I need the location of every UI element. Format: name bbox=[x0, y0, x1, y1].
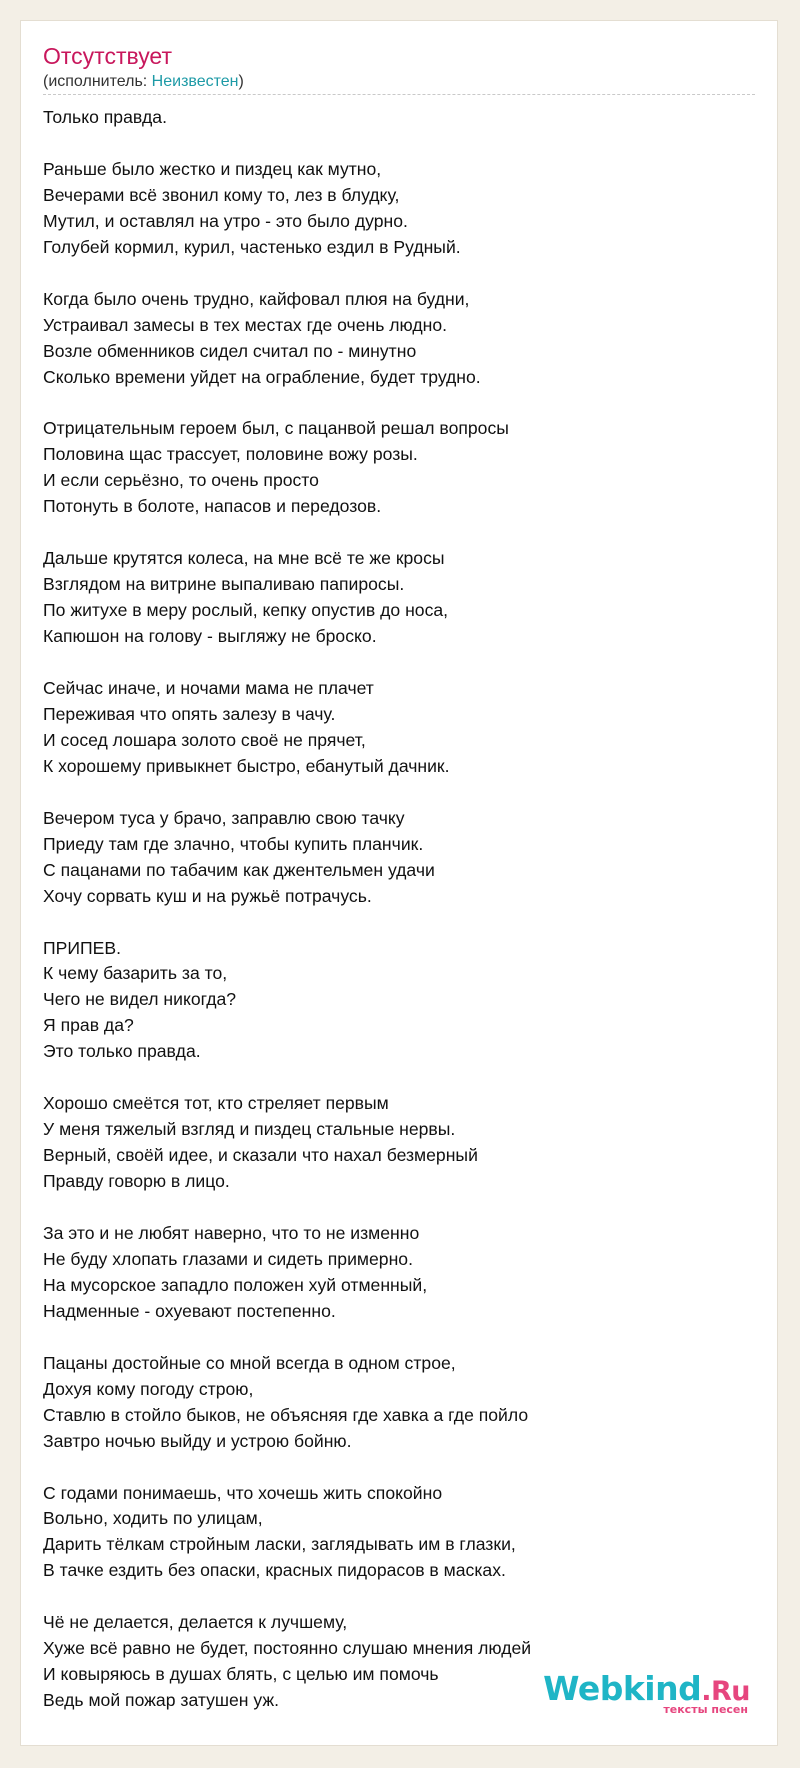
artist-line bbox=[43, 73, 244, 91]
header-divider bbox=[43, 94, 755, 95]
song-title: Отсутствует bbox=[43, 43, 172, 69]
artist-suffix: ) bbox=[238, 73, 244, 90]
watermark-brand-name: Webkind bbox=[543, 1669, 702, 1708]
lyrics-sheet bbox=[20, 20, 778, 1746]
watermark-brand bbox=[543, 1669, 750, 1708]
lyrics-text: Только правда. Раньше было жестко и пиздец как мутно, Вечерами всё звонил кому то, лез в блудку, Мутил, и оставлял на утро - это было дурно. Голубей кормил, курил, частенько ездил в Рудный. Когда было очень трудно, кайфовал плюя на будни, Устраивал замесы в тех местах где очень людно. Возле обменников сидел считал по - минутно Сколько времени уйдет на ограбление, будет трудно. Отрицательным героем был, с пацанвой решал вопросы Половина щас трассует, половине вожу розы. И если серьёзно, то очень просто Потонуть в болоте, напасов и передозов. Дальше крутятся колеса, на мне всё те же кросы Взглядом на витрине выпаливаю папиросы. По житухе в меру рослый, кепку опустив до носа, Капюшон на голову - выгляжу не броско. Сейчас иначе, и ночами мама не плачет Переживая что опять залезу в чачу. И сосед лошара золото своё не прячет, К хорошему привыкнет быстро, ебанутый дачник. Вечером туса у брачо, заправлю свою тачку Приеду там где злачно, чтобы купить планчик. С пацанами по табачим как джентельмен удачи Хочу сорвать куш и на ружьё потрачусь. ПРИПЕВ. К чему базарить за то, Чего не видел никогда? Я прав да? Это только правда. Хорошо смеётся тот, кто стреляет первым У меня тяжелый взгляд и пиздец стальные нервы. Верный, своёй идее, и сказали что нахал безмерный Правду говорю в лицо. За это и не любят наверно, что то не изменно Не буду хлопать глазами и сидеть примерно. На мусорское западло положен хуй отменный, Надменные - охуевают постепенно. Пацаны достойные со мной всегда в одном строе, Дохуя кому погоду строю, Ставлю в стойло быков, не объясняя где хавка а где пойло Завтро ночью выйду и устрою бойню. С годами понимаешь, что хочешь жить спокойно Вольно, ходить по улицам, Дарить тёлкам стройным ласки, заглядывать им в глазки, В тачке ездить без опаски, красных пидорасов в масках. Чё не делается, делается к лучшему, Хуже всё равно не будет, постоянно слушаю мнения людей И ковыряюсь в душах блять, с целью им помочь Ведь мой пожар затушен уж. bbox=[43, 107, 532, 1711]
site-watermark-logo bbox=[543, 1669, 750, 1716]
watermark-tagline: тексты песен bbox=[663, 1703, 748, 1716]
artist-prefix: (исполнитель: bbox=[43, 73, 152, 90]
artist-link[interactable]: Неизвестен bbox=[151, 73, 239, 90]
watermark-tld: .Ru bbox=[701, 1676, 750, 1707]
